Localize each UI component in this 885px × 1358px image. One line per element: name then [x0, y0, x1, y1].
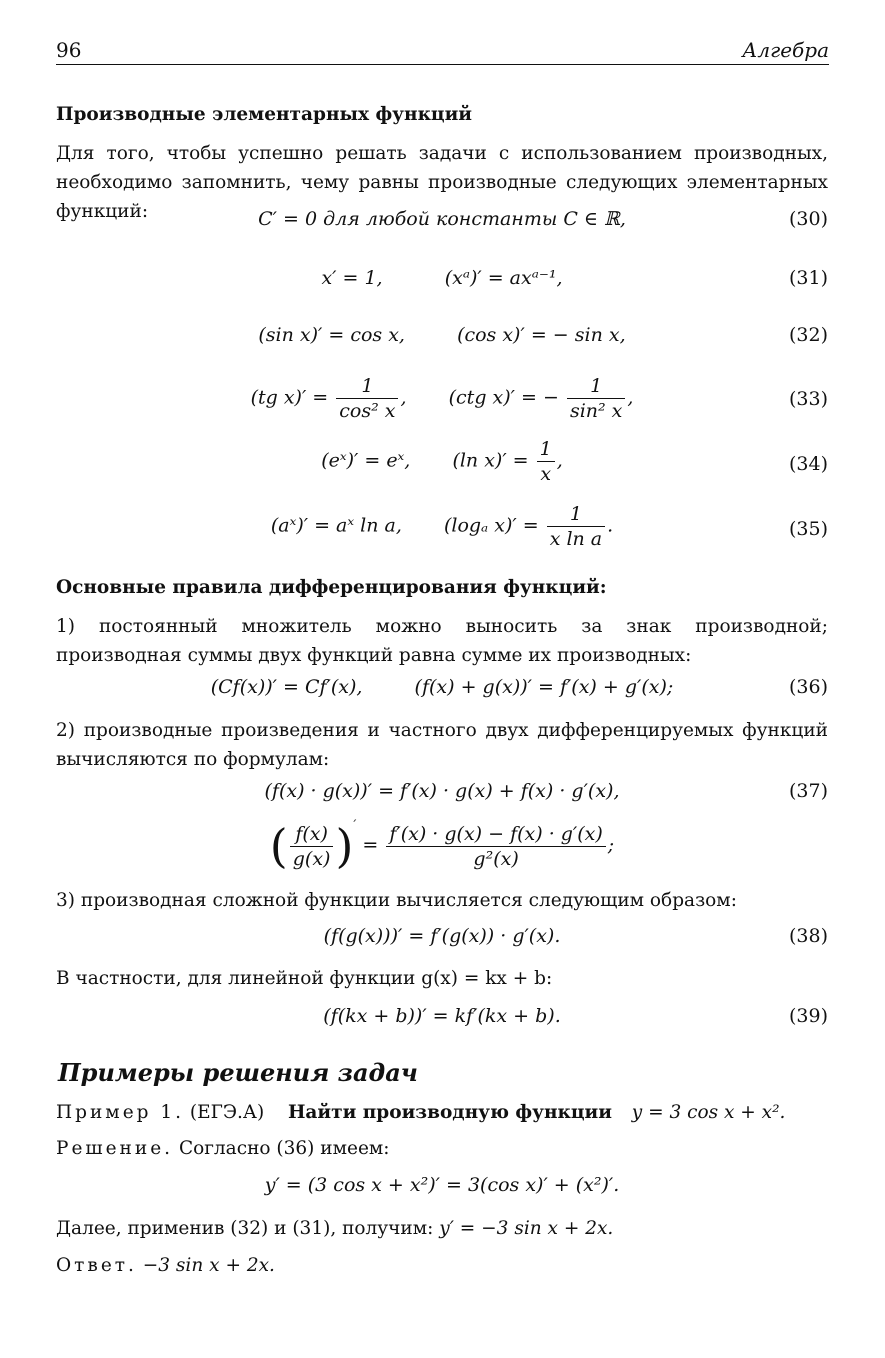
section-heading-examples: Примеры решения задач — [58, 1058, 418, 1087]
formula-32a: (sin x)′ = cos x, — [258, 324, 405, 346]
formula-36b: (f(x) + g(x))′ = f′(x) + g′(x); — [414, 676, 674, 698]
fraction-33a-denominator: cos² x — [339, 400, 396, 422]
solution-intro — [56, 1134, 828, 1163]
example-function: y = 3 cos x + x². — [631, 1102, 786, 1123]
heading-differentiation-rules: Основные правила дифференцирования функций: — [56, 577, 607, 598]
solution-text: Согласно (36) имеем: — [178, 1138, 390, 1159]
formula-39: (f(kx + b))′ = kf′(kx + b). — [323, 1005, 561, 1027]
formula-35b-lhs: (logₐ x)′ = — [443, 514, 539, 537]
further-formula: y′ = −3 sin x + 2x. — [439, 1218, 614, 1239]
equation-number-32: (32) — [788, 324, 828, 346]
formula-34a: (eˣ)′ = eˣ, — [321, 449, 411, 472]
rule-1-text: 1) постоянный множитель можно выносить за знак производной; производная суммы двух функций равна сумме их производных: — [56, 616, 828, 666]
intro-paragraph: Для того, чтобы успешно решать задачи с использованием производных, необходимо запомнить, чему равны производные следующих элементарных функций: — [56, 143, 828, 222]
formula-33a-lhs: (tg x)′ = — [250, 386, 329, 409]
equation-number-30: (30) — [788, 208, 828, 230]
formula-34b-lhs: (ln x)′ = — [452, 449, 529, 472]
running-header: Алгебра — [742, 38, 829, 62]
fraction-35-numerator: 1 — [547, 502, 605, 527]
solution-label: Решение. — [56, 1138, 174, 1159]
answer-value: −3 sin x + 2x. — [142, 1255, 275, 1276]
linear-function-note: В частности, для линейной функции g(x) = kx + b: — [56, 968, 553, 989]
equation-number-34: (34) — [788, 453, 828, 475]
further-text: Далее, применив (32) и (31), получим: — [56, 1218, 434, 1239]
example-1-statement — [56, 1098, 828, 1127]
fraction-34-numerator: 1 — [537, 437, 555, 462]
formula-36a: (Cf(x))′ = Cf′(x), — [210, 676, 363, 698]
equation-38 — [56, 925, 828, 965]
header-rule — [56, 64, 829, 65]
fraction-34-denominator: x — [540, 463, 552, 485]
equation-33: (tg x)′ = $\frac{1}{\text{cos² x}}$ , (ctg x)′ = − $\frac{1}{\text{sin² x}}$ , (33) — [250, 375, 828, 422]
answer-line — [56, 1251, 828, 1280]
answer-label: Ответ. — [56, 1255, 137, 1276]
equation-36 — [56, 676, 828, 716]
example-label: Пример 1. — [56, 1102, 185, 1123]
equation-32 — [56, 324, 828, 364]
solution-formula: y′ = (3 cos x + x²)′ = 3(cos x)′ + (x²)′. — [264, 1174, 620, 1196]
equation-39 — [56, 1005, 828, 1045]
formula-30: C′ = 0 для любой константы C ∈ ℝ, — [258, 208, 626, 230]
equation-number-36: (36) — [788, 676, 828, 698]
solution-equation — [56, 1174, 828, 1214]
fraction-35-denominator: x ln a — [549, 528, 603, 550]
equation-number-38: (38) — [788, 925, 828, 947]
quotient-rhs-numerator: f′(x) · g(x) − f(x) · g′(x) — [386, 822, 605, 847]
equation-34: (eˣ)′ = eˣ, (ln x)′ = $\frac{1}{x}$ , (34) — [321, 438, 828, 485]
quotient-rhs-denominator: g²(x) — [473, 847, 519, 870]
equation-37-quotient: ( $\frac{f(x)}{g(x)}$ )′ = $\frac{f'(x) \cdot g(x) - f(x) \cdot g'(x)}{\text{g²(x)}}$ ; — [269, 818, 615, 873]
equation-35: (aˣ)′ = aˣ ln a, (logₐ x)′ = $\frac{1}{\text{x ln a}}$ . (35) — [270, 503, 828, 550]
equation-number-35: (35) — [788, 518, 828, 540]
formula-33b-lhs: (ctg x)′ = − — [448, 386, 559, 409]
rule-3-text: 3) производная сложной функции вычисляется следующим образом: — [56, 890, 737, 911]
example-task: Найти производную функции — [287, 1102, 612, 1123]
equation-number-31: (31) — [788, 267, 828, 289]
fraction-33b-denominator: sin² x — [569, 400, 623, 422]
formula-32b: (cos x)′ = − sin x, — [457, 324, 626, 346]
solution-further — [56, 1214, 828, 1243]
equation-number-37: (37) — [788, 780, 828, 802]
equation-number-39: (39) — [788, 1005, 828, 1027]
quotient-numerator: f(x) — [290, 822, 334, 847]
fraction-33a-numerator: 1 — [336, 374, 398, 399]
rule-2-text: 2) производные произведения и частного двух дифференцируемых функций вычисляются по формулам: — [56, 720, 828, 770]
page-number: 96 — [56, 38, 82, 62]
formula-35a: (aˣ)′ = aˣ ln a, — [270, 514, 402, 537]
formula-31b: (xᵃ)′ = axᵃ⁻¹, — [444, 267, 563, 289]
formula-38: (f(g(x)))′ = f′(g(x)) · g′(x). — [323, 925, 561, 947]
heading-elementary-derivatives: Производные элементарных функций — [56, 104, 473, 125]
example-source: (ЕГЭ.А) — [189, 1102, 265, 1123]
formula-31a: x′ = 1, — [321, 267, 383, 289]
quotient-denominator: g(x) — [292, 847, 331, 870]
formula-37: (f(x) · g(x))′ = f′(x) · g(x) + f(x) · g′(x), — [264, 780, 620, 802]
equation-number-33: (33) — [788, 388, 828, 410]
equation-31 — [56, 267, 828, 307]
equation-37 — [56, 780, 828, 820]
equation-30 — [56, 208, 828, 248]
fraction-33b-numerator: 1 — [567, 374, 625, 399]
